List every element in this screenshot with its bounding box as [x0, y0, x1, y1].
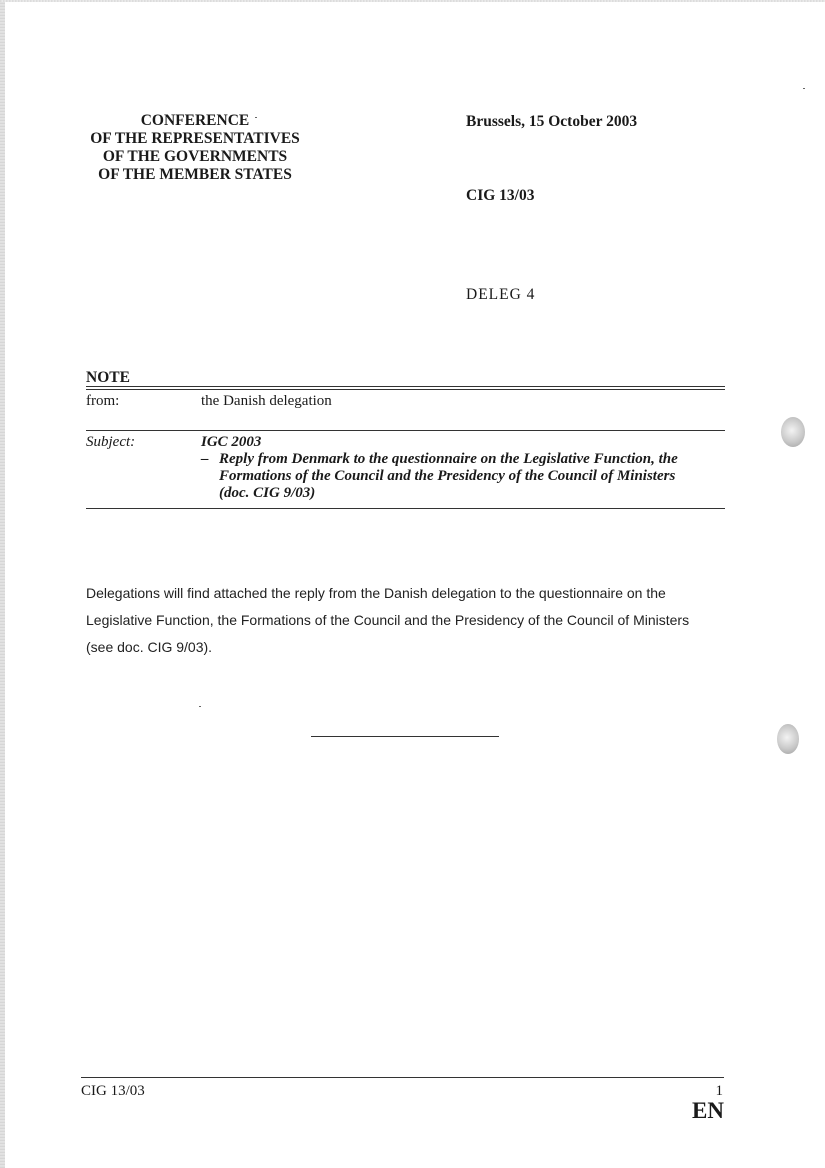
footer-rule — [81, 1077, 724, 1078]
subject-top-rule — [86, 430, 725, 431]
organization-line: CONFERENCE — [140, 112, 250, 129]
note-top-rule — [86, 386, 725, 387]
body-line: (see doc. CIG 9/03). — [86, 639, 213, 655]
subject-item — [201, 451, 726, 502]
body-line: Delegations will find attached the reply from the Danish delegation to the questionnaire on the — [86, 585, 666, 601]
subject-dash: – — [201, 451, 209, 467]
subject-block — [201, 434, 726, 502]
scan-speck — [199, 706, 201, 707]
note-heading: NOTE — [86, 369, 130, 386]
body-paragraph — [86, 580, 726, 661]
organization-line: OF THE GOVERNMENTS — [102, 148, 288, 165]
from-value: the Danish delegation — [201, 393, 332, 409]
punch-hole-bottom — [777, 724, 799, 754]
end-of-text-rule — [311, 736, 499, 737]
scan-speck — [803, 88, 805, 89]
scan-edge — [0, 0, 5, 1168]
subject-line: Formations of the Council and the Presidency of the Council of Ministers — [219, 468, 676, 484]
subject-label: Subject: — [86, 434, 136, 450]
subject-title: IGC 2003 — [201, 434, 262, 450]
subject-bottom-rule — [86, 508, 725, 509]
page-number: 1 — [715, 1083, 723, 1099]
punch-hole-top — [781, 417, 805, 447]
note-top-rule-inner — [86, 389, 725, 390]
footer-document-reference: CIG 13/03 — [81, 1083, 145, 1099]
distribution-code: DELEG 4 — [466, 286, 536, 303]
organization-name — [80, 112, 310, 184]
scan-top-edge — [0, 0, 825, 2]
subject-line: (doc. CIG 9/03) — [219, 485, 316, 501]
from-label: from: — [86, 393, 120, 409]
body-line: Legislative Function, the Formations of the Council and the Presidency of the Council of Ministers — [86, 612, 690, 628]
document-date: Brussels, 15 October 2003 — [466, 113, 638, 130]
organization-line: OF THE REPRESENTATIVES — [90, 130, 300, 147]
document-reference: CIG 13/03 — [466, 187, 535, 204]
organization-line: OF THE MEMBER STATES — [98, 166, 292, 183]
language-code: EN — [692, 1098, 724, 1123]
subject-line: Reply from Denmark to the questionnaire on the Legislative Function, the — [219, 451, 678, 467]
